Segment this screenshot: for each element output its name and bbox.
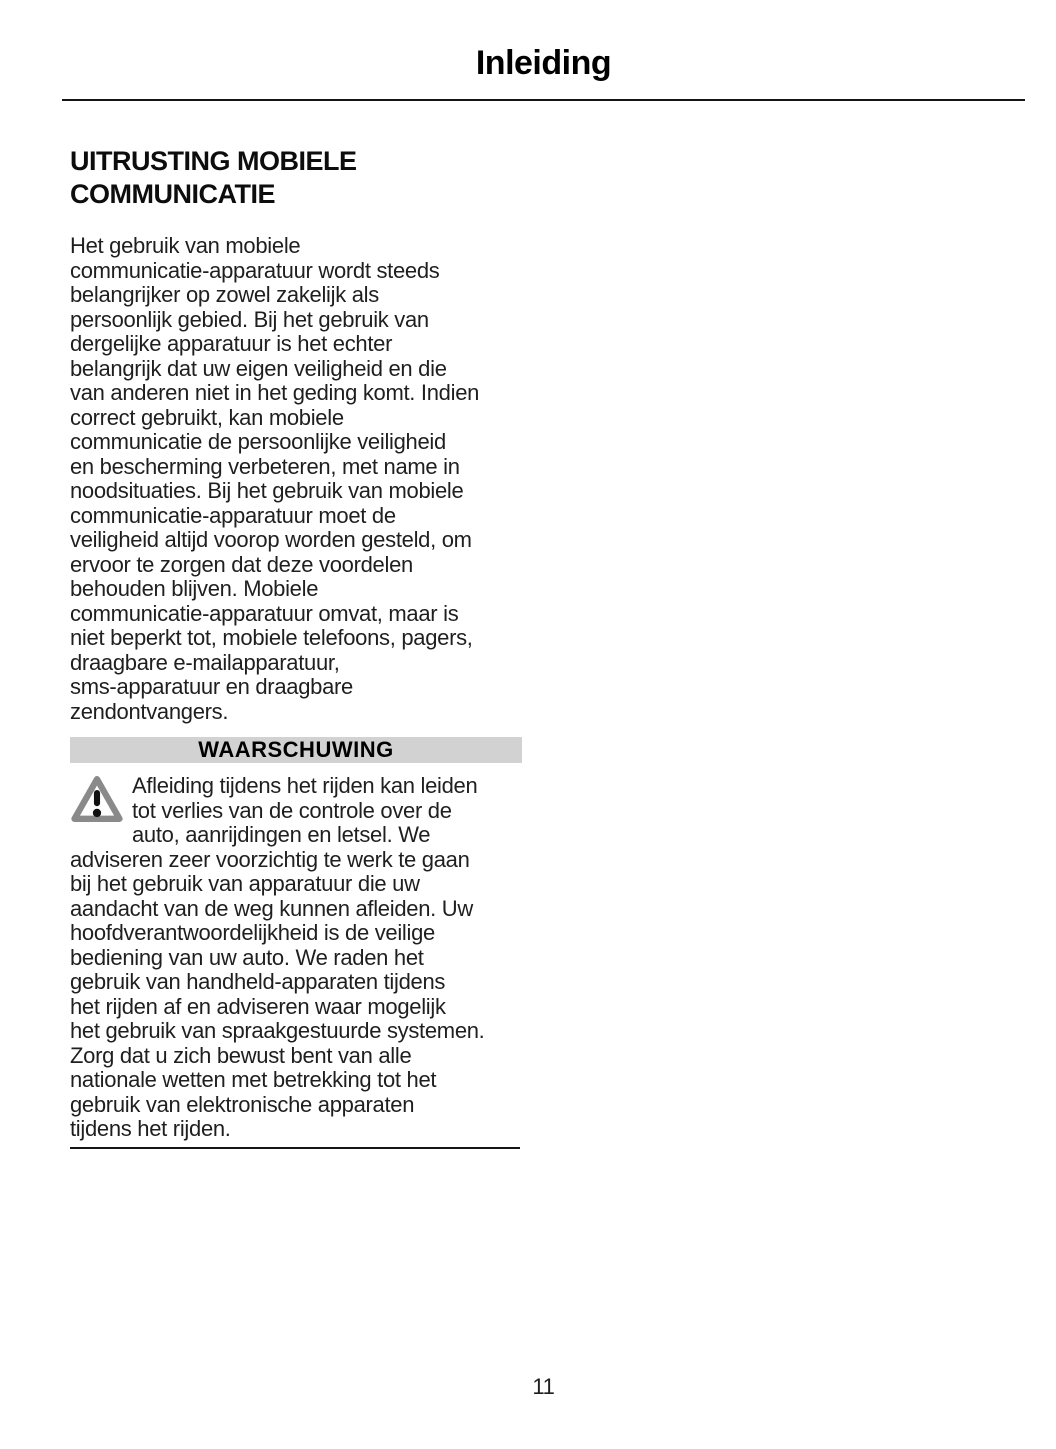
page-number: 11 [532,1374,555,1399]
text-line: bediening van uw auto. We raden het [70,944,424,970]
text-line: sms-apparatuur en draagbare [70,674,353,699]
text-line: gebruik van handheld-apparaten tijdens [70,969,446,994]
text-line: en bescherming verbeteren, met name in [70,453,460,479]
text-line: hoofdverantwoordelijkheid is de veilige [70,920,435,945]
text-line: gebruik van elektronische apparaten [70,1091,415,1117]
warning-box [70,737,522,1149]
text-line: het gebruik van spraakgestuurde systemen. [70,1018,485,1043]
text-line: communicatie-apparatuur wordt steeds [70,257,440,283]
warning-header: WAARSCHUWING [70,737,522,763]
text-line: tot verlies van de controle over de [132,797,452,823]
header-divider [62,99,1025,101]
text-line: communicatie-apparatuur moet de [70,502,396,528]
text-line: het rijden af en adviseren waar mogelijk [70,993,446,1019]
text-line: persoonlijk gebied. Bij het gebruik van [70,306,429,332]
text-line: van anderen niet in het geding komt. Indien [70,380,480,405]
warning-bottom-divider [70,1147,520,1149]
text-line: dergelijke apparatuur is het echter [70,331,393,356]
text-line: communicatie de persoonlijke veiligheid [70,429,446,454]
text-line: bij het gebruik van apparatuur die uw [70,871,420,896]
text-line: draagbare e-mailapparatuur, [70,649,340,675]
text-line: communicatie-apparatuur omvat, maar is [70,600,459,626]
text-line: niet beperkt tot, mobiele telefoons, pagers, [70,625,473,650]
text-line: belangrijk dat uw eigen veiligheid en die [70,355,447,381]
text-line: noodsituaties. Bij het gebruik van mobiele [70,478,464,503]
intro-paragraph [70,234,525,724]
text-line: behouden blijven. Mobiele [70,576,319,601]
text-line: auto, aanrijdingen en letsel. We [132,822,431,847]
text-line: ervoor te zorgen dat deze voordelen [70,551,413,577]
text-line: zendontvangers. [70,698,229,724]
warning-triangle-icon [70,774,124,824]
text-line: veiligheid altijd voorop worden gesteld, om [70,527,472,552]
text-line: Het gebruik van mobiele [70,233,301,258]
warning-body [70,774,522,1149]
text-line: correct gebruikt, kan mobiele [70,404,344,430]
page-title: Inleiding [475,44,612,82]
text-line: belangrijker op zowel zakelijk als [70,282,379,307]
text-line: tijdens het rijden. [70,1116,231,1141]
text-line: adviseren zeer voorzichtig te werk te gaan [70,846,470,872]
text-line: nationale wetten met betrekking tot het [70,1067,437,1092]
text-line: aandacht van de weg kunnen afleiden. Uw [70,895,473,921]
warning-text [70,774,522,1142]
text-line: Zorg dat u zich bewust bent van alle [70,1042,412,1068]
text-line: Afleiding tijdens het rijden kan leiden [132,773,478,798]
section-heading: UITRUSTING MOBIELE COMMUNICATIE [70,146,357,209]
